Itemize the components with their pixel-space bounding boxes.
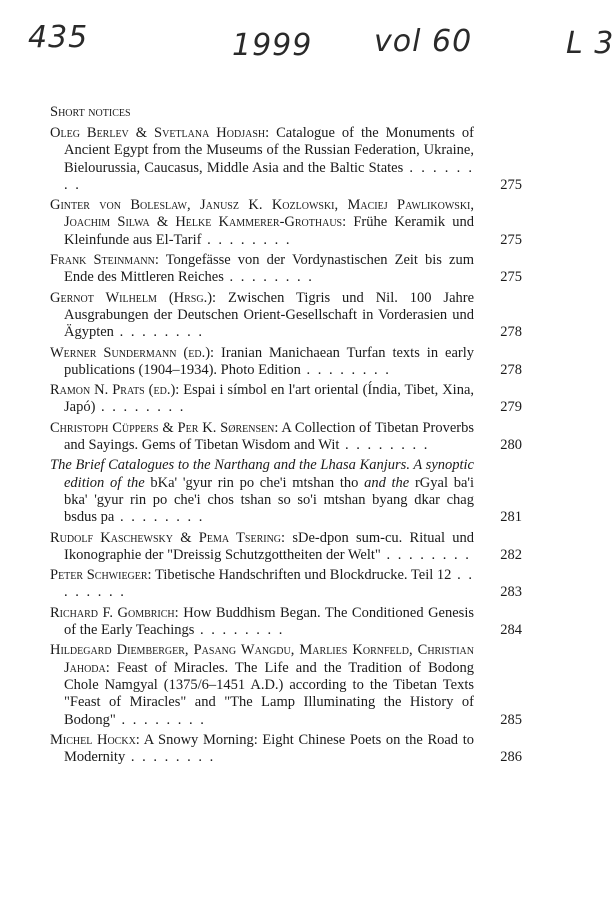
leader-dots: . . . . . . . .: [201, 231, 292, 248]
notice-entry: [50, 197, 522, 249]
entry-title-part: and the: [364, 474, 415, 491]
section-title: Short notices: [50, 104, 131, 120]
leader-dots: . . . . . . . .: [114, 509, 205, 526]
entry-page-number: 275: [500, 269, 522, 286]
short-notices-list: [50, 104, 522, 769]
entry-page-number: 286: [500, 749, 522, 766]
entry-page-number: 285: [500, 711, 522, 728]
entry-page-number: 284: [500, 622, 522, 639]
leader-dots: . . . . . . . .: [115, 711, 206, 728]
notice-entry: [50, 567, 522, 602]
entry-page-number: 281: [500, 509, 522, 526]
leader-dots: . . . . . . . .: [95, 399, 186, 416]
handwritten-number: 435: [28, 20, 89, 55]
entry-title: A Snowy Morning: Eight Chinese Poets on the Road to Modernity: [64, 731, 474, 766]
leader-dots: . . . . . . . .: [380, 546, 471, 563]
leader-dots: . . . . . . . .: [194, 622, 285, 639]
handwritten-volume: vol 60: [374, 24, 473, 59]
entry-title: sDe-dpon sum-cu. Ritual und Ikonographie der "Dreissig Schutzgottheiten der Welt": [64, 529, 474, 563]
leader-dots: . . . . . . . .: [300, 361, 391, 378]
leader-dots: . . . . . . . .: [64, 567, 475, 601]
entry-title: Zwischen Tigris und Nil. 100 Jahre Ausgrabungen der Deutschen Orient-Gesellschaft in Vorderasien und Ägypten: [64, 289, 475, 341]
entry-page-number: 280: [500, 437, 522, 454]
leader-dots: . . . . . . . .: [223, 269, 314, 286]
handwritten-annotations: [0, 14, 614, 64]
handwritten-code: L 3: [566, 26, 614, 61]
entry-author: Ginter von Boleslaw, Janusz K. Kozlowski, Maciej Pawlikowski, Joachim Silwa & Helke Kammerer-Grothaus:: [50, 197, 474, 231]
notice-entry: [50, 125, 522, 194]
entry-title-part: rGyal ba'i bka' 'gyur rin po che'i chos tshan so so'i mtshan byang dkar chag bsdus pa: [64, 474, 475, 526]
entry-page-number: 275: [500, 231, 522, 248]
entry-page-number: 275: [500, 176, 522, 193]
entry-author: Peter Schwieger:: [50, 567, 152, 584]
entry-author: Werner Sundermann (ed.):: [50, 344, 215, 361]
entry-title: Feast of Miracles. The Life and the Tradition of Bodong Chole Namgyal (1375/6–1451 A.D.) according to the Tibetan Texts "Feast of Miracles" and "The Lamp Illuminating the History of Bodong": [64, 659, 474, 728]
entry-author: Rudolf Kaschewsky & Pema Tsering:: [50, 529, 286, 546]
entry-author: Frank Steinmann:: [50, 252, 159, 269]
entry-page-number: 278: [500, 324, 522, 341]
entry-title: Catalogue of the Monuments of Ancient Egypt from the Museums of the Russian Federation, Ukraine, Bielourussia, Caucasus, Middle Asia and the Baltic States: [64, 125, 474, 176]
entry-title: Espai i símbol en l'art oriental (Índia, Tibet, Xina, Japó): [64, 382, 475, 416]
leader-dots: . . . . . . . .: [64, 159, 474, 193]
notice-entry: [50, 530, 522, 565]
notice-entry: [50, 290, 522, 342]
entry-title: Tibetische Handschriften und Blockdrucke. Teil 12: [155, 567, 452, 584]
entry-author: Christoph Cüppers & Per K. Sørensen:: [50, 419, 279, 436]
leader-dots: . . . . . . . .: [125, 749, 216, 766]
leader-dots: . . . . . . . .: [113, 324, 204, 341]
notice-entry: [50, 252, 522, 287]
notice-entry: [50, 642, 522, 728]
entry-title: How Buddhism Began. The Conditioned Genesis of the Early Teachings: [64, 604, 474, 639]
entry-author: Ramon N. Prats (ed.):: [50, 382, 180, 399]
leader-dots: . . . . . . . .: [339, 437, 430, 454]
entry-title: Iranian Manichaean Turfan texts in early publications (1904–1934). Photo Edition: [64, 344, 475, 378]
handwritten-year: 1999: [232, 28, 313, 63]
notice-entry: [50, 605, 522, 640]
entry-page-number: 283: [500, 584, 522, 601]
entries-container: [50, 125, 522, 766]
entry-title: Frühe Keramik und Kleinfunde aus El-Tarif: [64, 214, 475, 248]
entry-title: A Collection of Tibetan Proverbs and Sayings. Gems of Tibetan Wisdom and Wit: [64, 419, 474, 454]
entry-title: Tongefässe von der Vordynastischen Zeit bis zum Ende des Mittleren Reiches: [64, 252, 474, 286]
notice-entry: [50, 382, 522, 417]
notice-entry: [50, 457, 522, 526]
entry-title-part: The Brief Catalogues to the Narthang and the Lhasa Kanjurs. A synoptic edition of the: [50, 457, 474, 491]
entry-author: Michel Hockx:: [50, 731, 140, 748]
entry-author: Gernot Wilhelm (Hrsg.):: [50, 289, 217, 306]
entry-author: Hildegard Diemberger, Pasang Wangdu, Marlies Kornfeld, Christian Jahoda:: [50, 642, 474, 676]
entry-title-part: bKa' 'gyur rin po che'i mtshan tho: [150, 474, 365, 491]
entry-author: Oleg Berlev & Svetlana Hodjash:: [50, 125, 270, 141]
notice-entry: [50, 345, 522, 380]
notice-entry: [50, 732, 522, 767]
entry-page-number: 279: [500, 399, 522, 416]
entry-author: Richard F. Gombrich:: [50, 604, 179, 621]
entry-page-number: 282: [500, 546, 522, 563]
entry-page-number: 278: [500, 361, 522, 378]
notice-entry: [50, 420, 522, 455]
